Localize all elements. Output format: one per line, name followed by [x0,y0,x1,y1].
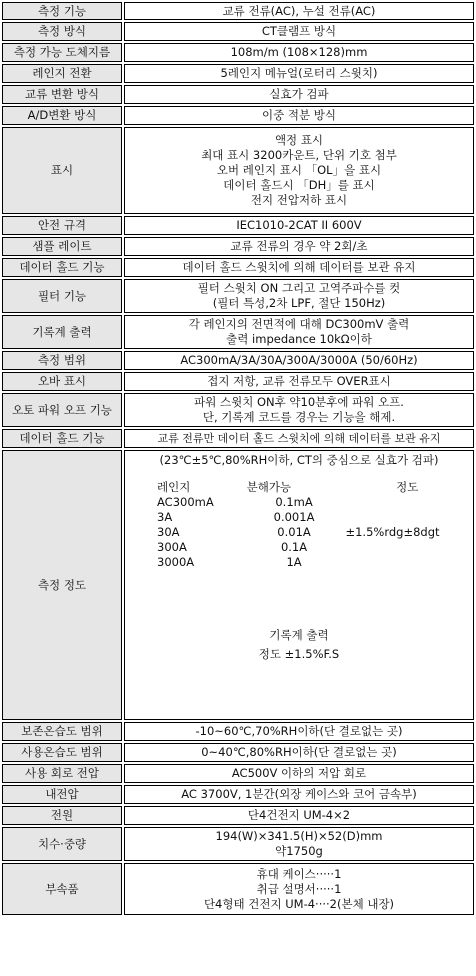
row-value: 교류 전류(AC), 누설 전류(AC) [124,2,474,20]
spec-row-conductor-diameter [2,43,474,62]
row-value: 접지 저항, 교류 전류모두 OVER표시 [124,372,474,391]
header-accuracy: 정도 [396,480,419,494]
value-line: (필터 특성,2차 LPF, 절단 150Hz) [212,296,386,310]
resolution-cell: 0.1mA [275,495,313,509]
spec-row-accuracy [2,450,474,720]
row-value: 108m/m (108×128)mm [124,43,474,62]
row-value: AC500V 이하의 저압 회로 [124,764,474,783]
value-line: 각 레인지의 전면적에 대해 DC300mV 출력 [188,317,410,331]
value-line: 파워 스윗치 ON후 약10분후에 파워 오프. [194,395,404,409]
row-label: 부속품 [2,863,122,915]
spec-row-range-switch [2,64,474,83]
row-value: 5레인지 메뉴얼(로터리 스윗치) [124,64,474,83]
row-label: 안전 규격 [2,216,122,235]
spec-row-measurement-range [2,351,474,370]
accuracy-cell [343,540,471,555]
value-line: 약1750g [275,844,323,858]
spec-row-auto-power-off [2,393,474,427]
row-label: 측정 범위 [2,351,122,370]
accuracy-block [124,450,474,720]
value-line: 필터 스윗치 ON 그리고 고역주파수를 컷 [197,281,401,295]
row-value: 데이터 홀드 스윗치에 의해 데이터를 보관 유지 [124,258,474,277]
row-value: 교류 전류의 경우 약 2회/초 [124,237,474,256]
value-line: 휴대 케이스·····1 [256,866,342,881]
accuracy-table [155,480,471,570]
spec-row-ad-conversion [2,106,474,125]
spec-row-circuit-voltage [2,764,474,783]
value-line: 최대 표시 3200카운트, 단위 기호 첨부 [201,148,397,162]
row-label: 샘플 레이트 [2,237,122,256]
spec-row-recorder-output [2,315,474,349]
header-resolution: 분해가능 [246,480,292,494]
row-value [124,863,474,915]
spec-row-over-display [2,372,474,391]
row-label: 레인지 전환 [2,64,122,83]
range-cell: 300A [157,540,187,554]
row-label: 내전압 [2,785,122,804]
value-line: 단4형태 건전지 UM-4····2(본체 내장) [203,896,395,911]
spec-row-data-hold [2,258,474,277]
row-label: 측정 가능 도체지름 [2,43,122,62]
value-line: 액정 표시 [274,133,324,147]
range-cell: 30A [157,525,180,539]
spec-row-safety [2,216,474,235]
row-value: 교류 전류만 데이터 홀드 스윗치에 의해 데이터를 보관 유지 [124,429,474,448]
row-label: 필터 기능 [2,279,122,313]
row-label: 표시 [2,127,122,214]
row-label: 오토 파워 오프 기능 [2,393,122,427]
row-label: A/D변환 방식 [2,106,122,125]
accuracy-row [155,510,471,525]
accuracy-row [155,540,471,555]
spec-row-sample-rate [2,237,474,256]
row-value [124,827,474,861]
resolution-cell: 0.1A [280,540,308,554]
row-value: -10~60℃,70%RH이하(단 결로없는 곳) [124,722,474,741]
row-value: AC300mA/3A/30A/300A/3000A (50/60Hz) [124,351,474,370]
spec-row-filter [2,279,474,313]
accuracy-cell [343,495,471,510]
row-label: 오바 표시 [2,372,122,391]
header-range: 레인지 [157,480,191,494]
accuracy-row [155,495,471,510]
row-label: 보존온습도 범위 [2,722,122,741]
spec-row-data-hold-ac [2,429,474,448]
resolution-cell: 0.001A [273,510,315,524]
accuracy-row [155,555,471,570]
range-cell: AC300mA [157,495,214,509]
accuracy-cell: ±1.5%rdg±8dgt [345,525,440,539]
accuracy-condition: (23℃±5℃,80%RH이하, CT의 중심으로 실효가 검파) [159,453,439,467]
row-value: 실효가 검파 [124,85,474,104]
row-label: 측정 방식 [2,22,122,41]
spec-row-method [2,22,474,41]
spec-row-dimensions-weight [2,827,474,861]
row-label: 교류 변환 방식 [2,85,122,104]
value-line: 취급 설명서·····1 [256,881,342,896]
value-line: 오버 레인지 표시 「OL」을 표시 [216,163,382,177]
accuracy-cell [343,510,471,525]
range-cell: 3A [157,510,173,524]
row-value: AC 3700V, 1분간(외장 케이스와 코어 금속부) [124,785,474,804]
row-value: 이중 적분 방식 [124,106,474,125]
row-label: 치수·중량 [2,827,122,861]
spec-row-storage-temp [2,722,474,741]
spec-row-accessories [2,863,474,915]
value-line: 단, 기록계 코드를 경우는 기능을 해제. [202,410,396,424]
accuracy-header-row [155,480,471,495]
row-value: IEC1010-2CAT II 600V [124,216,474,235]
row-label: 측정 정도 [2,450,122,720]
spec-row-power [2,806,474,825]
spec-row-ac-conversion [2,85,474,104]
range-cell: 3000A [157,555,195,569]
row-label: 데이터 홀드 기능 [2,429,122,448]
accuracy-row [155,525,471,540]
accuracy-cell [343,555,471,570]
recorder-output-title: 기록계 출력 [269,628,329,642]
resolution-cell: 1A [286,555,302,569]
row-value [124,279,474,313]
spec-row-operating-temp [2,743,474,762]
row-value: 단4건전지 UM-4×2 [124,806,474,825]
row-label: 측정 기능 [2,2,122,20]
row-label: 데이터 홀드 기능 [2,258,122,277]
row-label: 기록계 출력 [2,315,122,349]
row-label: 사용 회로 전압 [2,764,122,783]
row-value: CT클램프 방식 [124,22,474,41]
row-label: 전원 [2,806,122,825]
spec-row-function [2,2,474,20]
row-value: 0~40℃,80%RH이하(단 결로없는 곳) [124,743,474,762]
spec-row-withstand-voltage [2,785,474,804]
value-line: 전지 전압저하 표시 [250,193,348,207]
resolution-cell: 0.01A [277,525,311,539]
row-label: 사용온습도 범위 [2,743,122,762]
row-value [124,315,474,349]
spec-row-display [2,127,474,214]
row-value [124,127,474,214]
value-line: 데이터 홀드시 「DH」를 표시 [223,178,375,192]
value-line: 출력 impedance 10kΩ이하 [226,332,372,346]
recorder-output-accuracy: 정도 ±1.5%F.S [258,647,340,661]
value-line: 194(W)×341.5(H)×52(D)mm [215,829,383,843]
row-value [124,393,474,427]
